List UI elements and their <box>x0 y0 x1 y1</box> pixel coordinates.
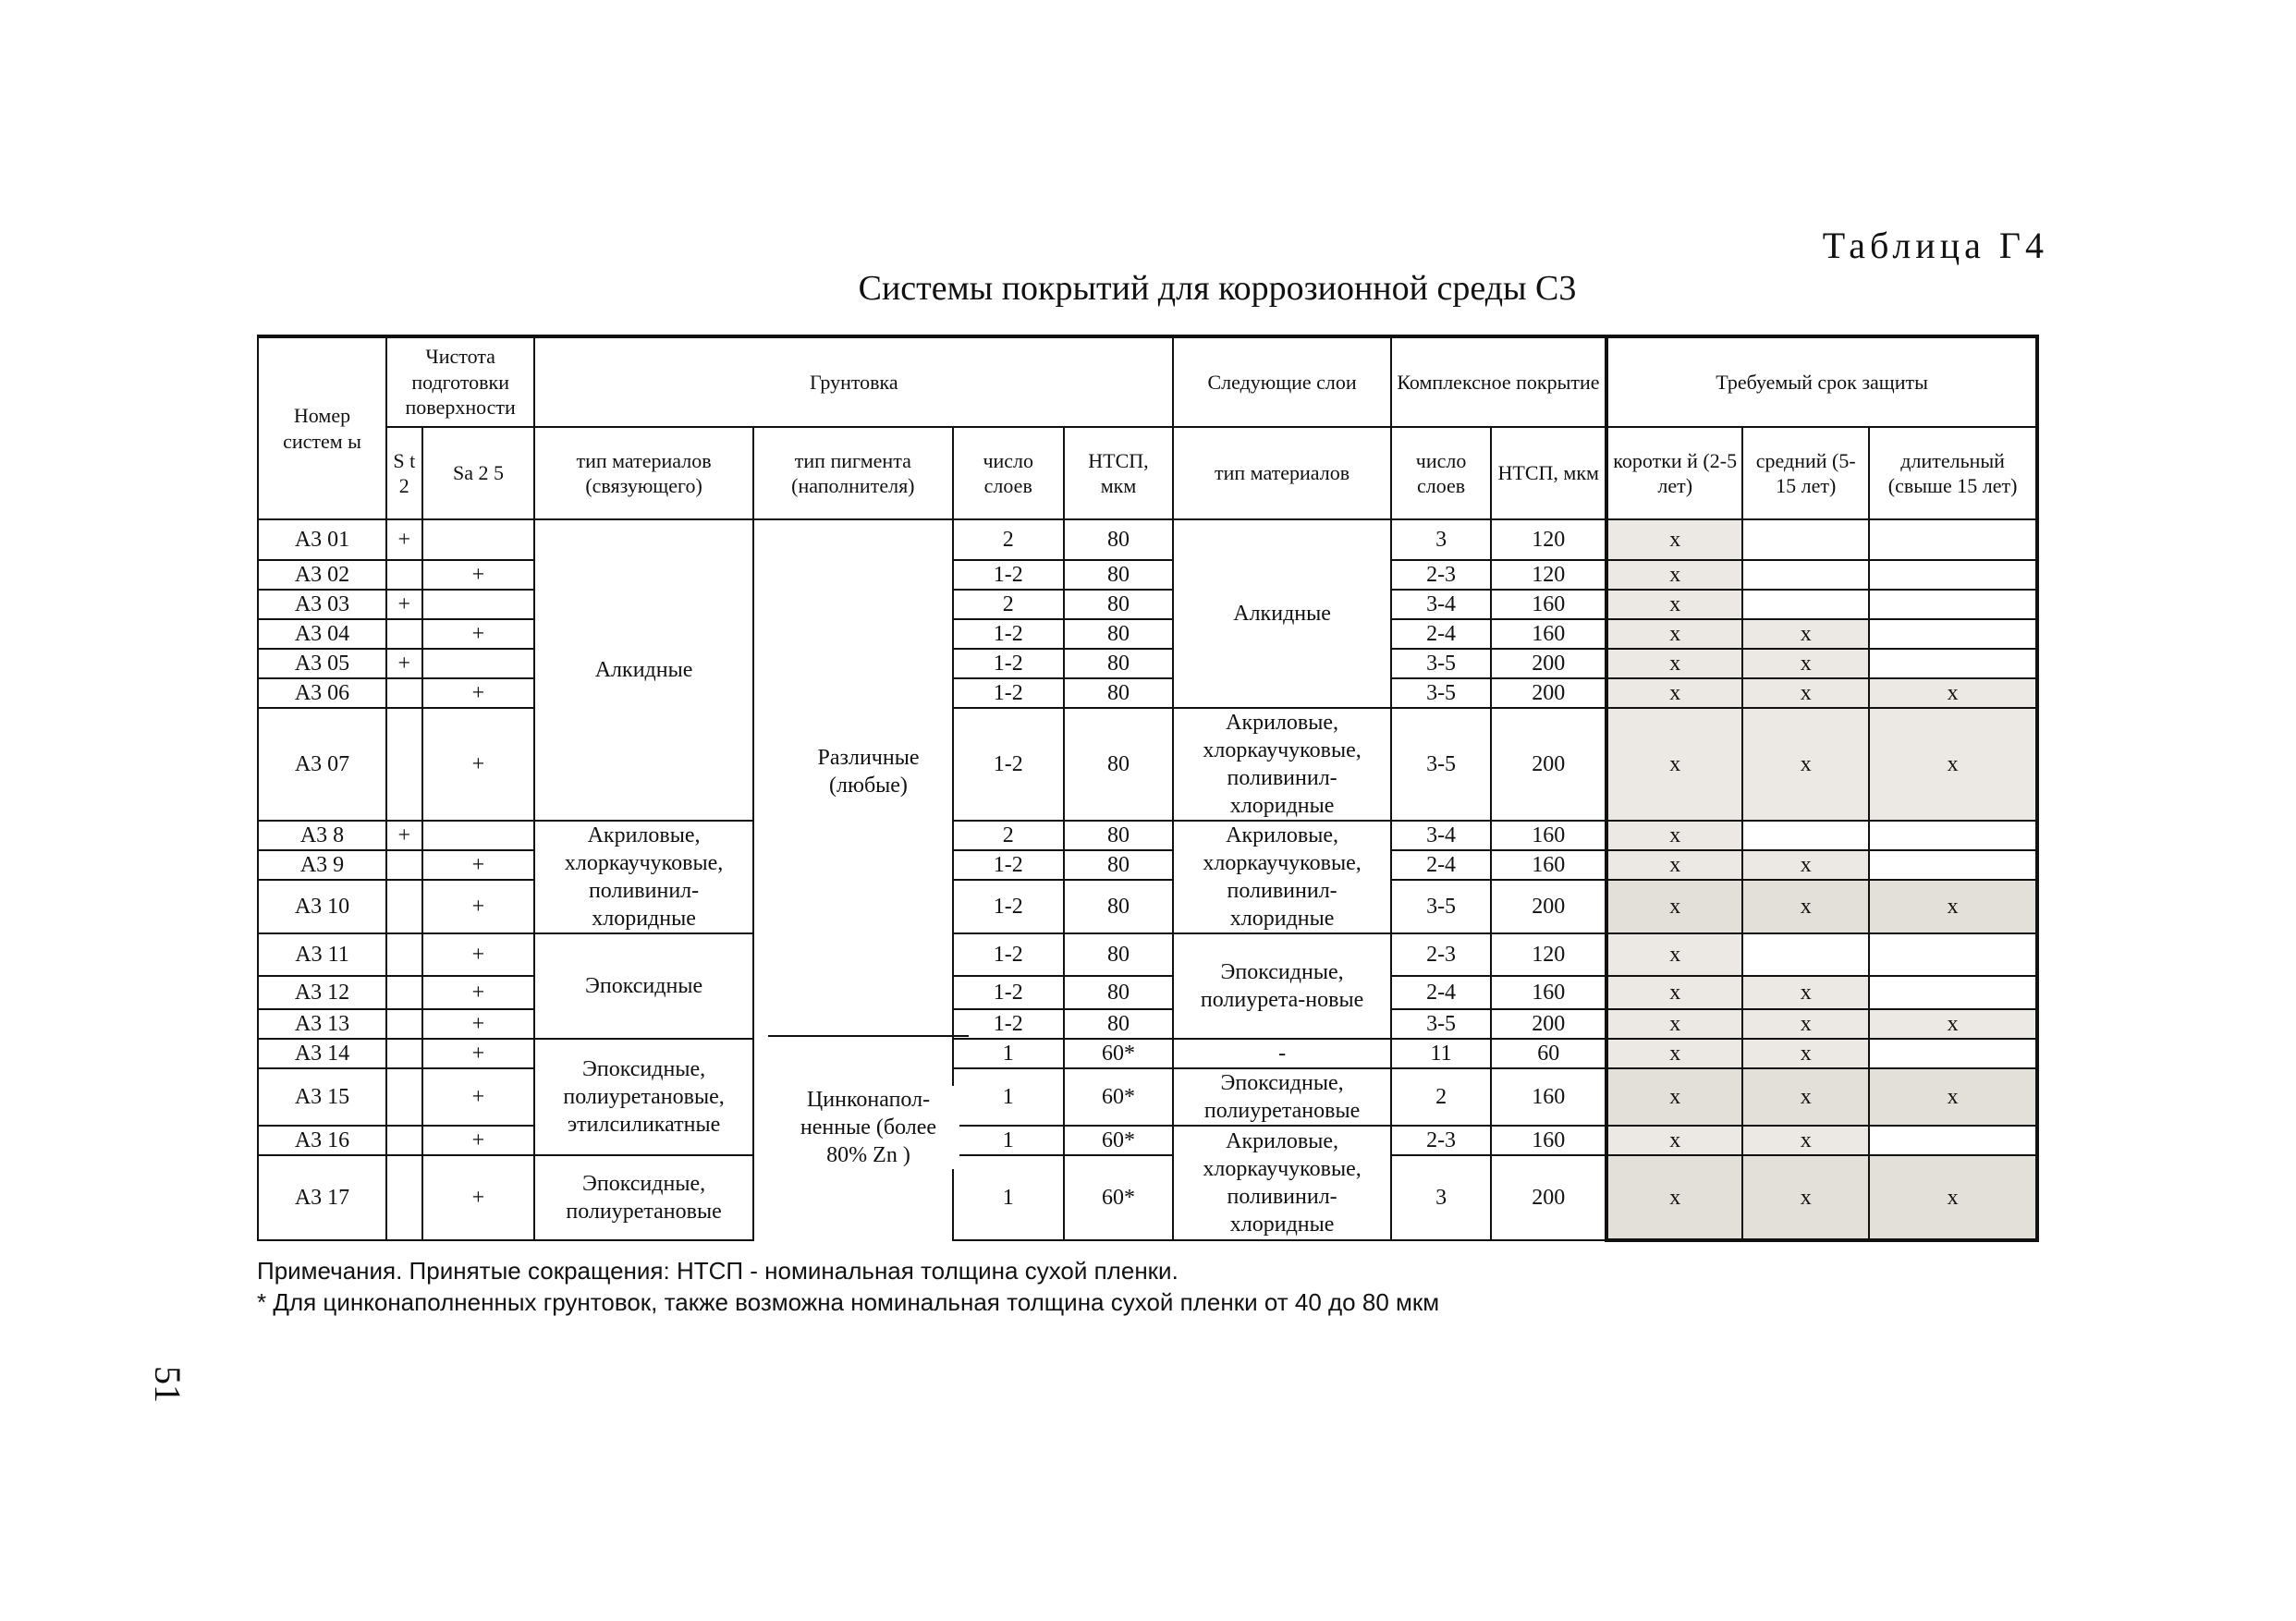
table-row <box>258 976 2037 1009</box>
coating-systems-table <box>257 335 2039 1242</box>
primer-ntsp: 80 <box>1064 590 1174 619</box>
primer-ntsp: 60* <box>1064 1126 1174 1155</box>
short-mark: x <box>1606 1155 1742 1240</box>
sa25-cell <box>422 649 535 678</box>
complex-ntsp: 200 <box>1491 1009 1606 1039</box>
complex-ntsp: 120 <box>1491 933 1606 976</box>
st2-cell: + <box>386 590 422 619</box>
primer-ntsp: 80 <box>1064 619 1174 649</box>
pigment-zinc: Цинконапол-ненные (более 80% Zn ) <box>777 1086 959 1169</box>
table-row <box>258 1009 2037 1039</box>
table-row <box>258 933 2037 976</box>
next-material-acrylic: Акриловые, хлоркаучуковые, поливинил-хлоридные <box>1173 708 1390 821</box>
primer-layers: 2 <box>953 519 1064 560</box>
sa25-cell: + <box>422 1155 535 1240</box>
primer-ntsp: 60* <box>1064 1068 1174 1126</box>
primer-ntsp: 80 <box>1064 850 1174 880</box>
st2-cell <box>386 619 422 649</box>
short-mark: x <box>1606 850 1742 880</box>
table-row <box>258 678 2037 708</box>
long-mark <box>1869 850 2037 880</box>
complex-layers: 2-3 <box>1391 1126 1492 1155</box>
primer-ntsp: 80 <box>1064 560 1174 590</box>
short-mark: x <box>1606 821 1742 850</box>
complex-layers: 2-4 <box>1391 850 1492 880</box>
long-mark <box>1869 590 2037 619</box>
header-complex-layers: число слоев <box>1391 427 1492 519</box>
primer-ntsp: 80 <box>1064 821 1174 850</box>
medium-mark <box>1742 933 1869 976</box>
system-id: А3 01 <box>258 519 386 560</box>
medium-mark <box>1742 821 1869 850</box>
primer-layers: 1-2 <box>953 649 1064 678</box>
header-primer-pigment: тип пигмента (наполнителя) <box>753 427 953 519</box>
header-next-material: тип материалов <box>1173 427 1390 519</box>
header-complex-ntsp: НТСП, мкм <box>1491 427 1606 519</box>
long-mark <box>1869 821 2037 850</box>
table-row <box>258 1126 2037 1155</box>
header-st2: S t 2 <box>386 427 422 519</box>
next-material-acrylic: Акриловые, хлоркаучуковые, поливинил-хлоридные <box>1173 1126 1390 1240</box>
header-next-layers: Следующие слои <box>1173 336 1390 427</box>
primer-ntsp: 80 <box>1064 976 1174 1009</box>
st2-cell <box>386 850 422 880</box>
complex-ntsp: 120 <box>1491 519 1606 560</box>
pigment-various: Различные (любые) <box>817 746 920 798</box>
sa25-cell: + <box>422 1126 535 1155</box>
header-primer-layers: число слоев <box>953 427 1064 519</box>
complex-ntsp: 200 <box>1491 708 1606 821</box>
medium-mark: x <box>1742 1039 1869 1068</box>
sa25-cell: + <box>422 1068 535 1126</box>
header-system-number: Номер систем ы <box>258 336 386 519</box>
medium-mark: x <box>1742 1126 1869 1155</box>
complex-layers: 3 <box>1391 519 1492 560</box>
primer-layers: 1 <box>953 1155 1064 1240</box>
next-material-dash: - <box>1173 1039 1390 1068</box>
system-id: А3 13 <box>258 1009 386 1039</box>
complex-ntsp: 200 <box>1491 880 1606 933</box>
header-sa25: Sa 2 5 <box>422 427 535 519</box>
primer-ntsp: 80 <box>1064 880 1174 933</box>
medium-mark: x <box>1742 708 1869 821</box>
system-id: А3 02 <box>258 560 386 590</box>
long-mark <box>1869 1126 2037 1155</box>
primer-layers: 1-2 <box>953 933 1064 976</box>
medium-mark: x <box>1742 1009 1869 1039</box>
st2-cell <box>386 1155 422 1240</box>
complex-ntsp: 160 <box>1491 850 1606 880</box>
sa25-cell: + <box>422 678 535 708</box>
st2-cell: + <box>386 649 422 678</box>
primer-ntsp: 60* <box>1064 1039 1174 1068</box>
complex-ntsp: 160 <box>1491 976 1606 1009</box>
sa25-cell: + <box>422 560 535 590</box>
header-short: коротки й (2-5 лет) <box>1606 427 1742 519</box>
table-row <box>258 821 2037 850</box>
st2-cell <box>386 708 422 821</box>
medium-mark: x <box>1742 619 1869 649</box>
st2-cell: + <box>386 519 422 560</box>
page-title: Системы покрытий для коррозионной среды С3 <box>858 269 1577 308</box>
medium-mark: x <box>1742 880 1869 933</box>
complex-layers: 3 <box>1391 1155 1492 1240</box>
sa25-cell: + <box>422 880 535 933</box>
header-long: длительный (свыше 15 лет) <box>1869 427 2037 519</box>
long-mark: x <box>1869 1155 2037 1240</box>
medium-mark <box>1742 590 1869 619</box>
header-complex: Комплексное покрытие <box>1391 336 1606 427</box>
short-mark: x <box>1606 933 1742 976</box>
header-primer-material: тип материалов (связующего) <box>534 427 752 519</box>
primer-material-epoxy: Эпоксидные <box>534 933 752 1039</box>
complex-ntsp: 160 <box>1491 1126 1606 1155</box>
table-row <box>258 880 2037 933</box>
next-material-epoxy-pu: Эпоксидные, полиурета-новые <box>1173 933 1390 1039</box>
sa25-cell <box>422 821 535 850</box>
complex-ntsp: 160 <box>1491 821 1606 850</box>
system-id: А3 16 <box>258 1126 386 1155</box>
header-medium: средний (5-15 лет) <box>1742 427 1869 519</box>
complex-layers: 3-5 <box>1391 649 1492 678</box>
complex-layers: 3-4 <box>1391 821 1492 850</box>
medium-mark: x <box>1742 649 1869 678</box>
next-material-alkyd: Алкидные <box>1173 519 1390 708</box>
sa25-cell: + <box>422 1009 535 1039</box>
table-row <box>258 708 2037 821</box>
medium-mark: x <box>1742 976 1869 1009</box>
primer-ntsp: 80 <box>1064 933 1174 976</box>
table-row <box>258 590 2037 619</box>
primer-layers: 1-2 <box>953 619 1064 649</box>
short-mark: x <box>1606 976 1742 1009</box>
primer-layers: 1-2 <box>953 560 1064 590</box>
primer-layers: 1-2 <box>953 976 1064 1009</box>
header-primer: Грунтовка <box>534 336 1173 427</box>
st2-cell: + <box>386 821 422 850</box>
st2-cell <box>386 976 422 1009</box>
sa25-cell: + <box>422 619 535 649</box>
table-row <box>258 850 2037 880</box>
complex-ntsp: 200 <box>1491 1155 1606 1240</box>
sa25-cell: + <box>422 976 535 1009</box>
header-primer-ntsp: НТСП, мкм <box>1064 427 1174 519</box>
short-mark: x <box>1606 1039 1742 1068</box>
next-material-epoxy-pu: Эпоксидные, полиуретановые <box>1173 1068 1390 1126</box>
long-mark <box>1869 1039 2037 1068</box>
table-row <box>258 619 2037 649</box>
complex-layers: 2-4 <box>1391 976 1492 1009</box>
primer-material-epoxy-pu: Эпоксидные, полиуретановые <box>534 1155 752 1240</box>
short-mark: x <box>1606 560 1742 590</box>
short-mark: x <box>1606 708 1742 821</box>
sa25-cell: + <box>422 1039 535 1068</box>
system-id: А3 14 <box>258 1039 386 1068</box>
primer-pigment-group <box>753 519 953 1240</box>
long-mark: x <box>1869 1068 2037 1126</box>
long-mark <box>1869 976 2037 1009</box>
short-mark: x <box>1606 619 1742 649</box>
medium-mark: x <box>1742 850 1869 880</box>
short-mark: x <box>1606 678 1742 708</box>
complex-layers: 2-3 <box>1391 560 1492 590</box>
table-row <box>258 1039 2037 1068</box>
primer-layers: 1 <box>953 1126 1064 1155</box>
medium-mark: x <box>1742 1068 1869 1126</box>
long-mark <box>1869 649 2037 678</box>
complex-layers: 2-4 <box>1391 619 1492 649</box>
long-mark <box>1869 619 2037 649</box>
system-id: А3 06 <box>258 678 386 708</box>
primer-layers: 1 <box>953 1068 1064 1126</box>
table-row <box>258 1155 2037 1240</box>
st2-cell <box>386 933 422 976</box>
complex-layers: 3-5 <box>1391 678 1492 708</box>
primer-ntsp: 80 <box>1064 519 1174 560</box>
primer-layers: 1-2 <box>953 678 1064 708</box>
header-protection: Требуемый срок защиты <box>1606 336 2037 427</box>
complex-ntsp: 160 <box>1491 590 1606 619</box>
long-mark: x <box>1869 708 2037 821</box>
long-mark <box>1869 519 2037 560</box>
notes <box>257 1255 1439 1318</box>
page-number: 51 <box>147 1366 189 1403</box>
table-row <box>258 519 2037 560</box>
sa25-cell: + <box>422 850 535 880</box>
medium-mark <box>1742 560 1869 590</box>
short-mark: x <box>1606 519 1742 560</box>
st2-cell <box>386 678 422 708</box>
short-mark: x <box>1606 590 1742 619</box>
complex-ntsp: 120 <box>1491 560 1606 590</box>
long-mark <box>1869 560 2037 590</box>
complex-layers: 2 <box>1391 1068 1492 1126</box>
primer-ntsp: 80 <box>1064 708 1174 821</box>
system-id: А3 9 <box>258 850 386 880</box>
table-row <box>258 560 2037 590</box>
sa25-cell <box>422 519 535 560</box>
system-id: А3 8 <box>258 821 386 850</box>
sa25-cell: + <box>422 708 535 821</box>
primer-material-alkyd: Алкидные <box>534 519 752 821</box>
complex-layers: 11 <box>1391 1039 1492 1068</box>
st2-cell <box>386 1068 422 1126</box>
short-mark: x <box>1606 1068 1742 1126</box>
medium-mark: x <box>1742 1155 1869 1240</box>
sa25-cell: + <box>422 933 535 976</box>
primer-layers: 1 <box>953 1039 1064 1068</box>
complex-layers: 3-4 <box>1391 590 1492 619</box>
primer-material-acrylic: Акриловые, хлоркаучуковые, поливинил-хлоридные <box>534 821 752 933</box>
st2-cell <box>386 1039 422 1068</box>
complex-ntsp: 160 <box>1491 619 1606 649</box>
system-id: А3 12 <box>258 976 386 1009</box>
next-material-acrylic: Акриловые, хлоркаучуковые, поливинил-хлоридные <box>1173 821 1390 933</box>
medium-mark <box>1742 519 1869 560</box>
system-id: А3 04 <box>258 619 386 649</box>
primer-ntsp: 80 <box>1064 649 1174 678</box>
st2-cell <box>386 1009 422 1039</box>
long-mark: x <box>1869 678 2037 708</box>
primer-ntsp: 60* <box>1064 1155 1174 1240</box>
table-label: Таблица Г4 <box>1822 225 2048 266</box>
long-mark: x <box>1869 880 2037 933</box>
system-id: А3 11 <box>258 933 386 976</box>
system-id: А3 10 <box>258 880 386 933</box>
system-id: А3 05 <box>258 649 386 678</box>
note-abbreviations: Примечания. Принятые сокращения: НТСП - номинальная толщина сухой пленки. <box>257 1257 1179 1285</box>
complex-layers: 3-5 <box>1391 708 1492 821</box>
primer-material-epoxy-pu-ethyl: Эпоксидные, полиуретановые, этилсиликатные <box>534 1039 752 1155</box>
primer-layers: 1-2 <box>953 850 1064 880</box>
st2-cell <box>386 1126 422 1155</box>
short-mark: x <box>1606 880 1742 933</box>
complex-layers: 2-3 <box>1391 933 1492 976</box>
primer-layers: 2 <box>953 590 1064 619</box>
complex-layers: 3-5 <box>1391 880 1492 933</box>
complex-ntsp: 160 <box>1491 1068 1606 1126</box>
long-mark <box>1869 933 2037 976</box>
note-zinc: * Для цинконаполненных грунтовок, также возможна номинальная толщина сухой пленки от 40 до 80 мкм <box>257 1288 1440 1316</box>
complex-layers: 3-5 <box>1391 1009 1492 1039</box>
table-row <box>258 649 2037 678</box>
primer-layers: 1-2 <box>953 1009 1064 1039</box>
primer-layers: 1-2 <box>953 708 1064 821</box>
short-mark: x <box>1606 649 1742 678</box>
table-row <box>258 1068 2037 1126</box>
sa25-cell <box>422 590 535 619</box>
st2-cell <box>386 880 422 933</box>
primer-ntsp: 80 <box>1064 678 1174 708</box>
short-mark: x <box>1606 1009 1742 1039</box>
long-mark: x <box>1869 1009 2037 1039</box>
system-id: А3 17 <box>258 1155 386 1240</box>
primer-layers: 2 <box>953 821 1064 850</box>
system-id: А3 15 <box>258 1068 386 1126</box>
st2-cell <box>386 560 422 590</box>
system-id: А3 07 <box>258 708 386 821</box>
complex-ntsp: 200 <box>1491 678 1606 708</box>
primer-ntsp: 80 <box>1064 1009 1174 1039</box>
complex-ntsp: 200 <box>1491 649 1606 678</box>
complex-ntsp: 60 <box>1491 1039 1606 1068</box>
medium-mark: x <box>1742 678 1869 708</box>
primer-layers: 1-2 <box>953 880 1064 933</box>
short-mark: x <box>1606 1126 1742 1155</box>
header-surface-cleanliness: Чистота подготовки поверхности <box>386 336 534 427</box>
system-id: А3 03 <box>258 590 386 619</box>
